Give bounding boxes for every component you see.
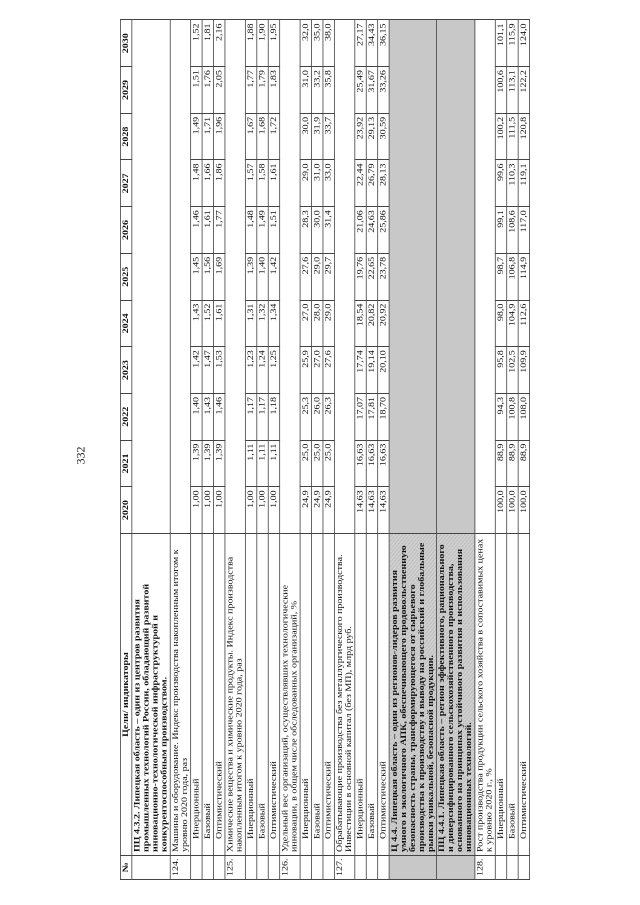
value-cell: 1,61	[268, 160, 279, 207]
table-row	[245, 20, 256, 880]
indicator-values-cell	[225, 20, 245, 534]
value-cell: 1,72	[268, 113, 279, 160]
value-cell: 99,6	[495, 160, 506, 207]
value-cell: 32,0	[300, 20, 311, 67]
header-no: №	[120, 856, 131, 880]
value-cell: 1,77	[245, 67, 256, 114]
scenario-label: Оптимистический	[518, 534, 529, 856]
scenario-label: Инерционный	[191, 534, 202, 856]
value-cell: 99,1	[495, 207, 506, 254]
value-cell: 27,0	[312, 347, 323, 394]
value-cell: 1,56	[202, 253, 213, 300]
indicator-number: 124.	[170, 856, 190, 880]
value-cell: 35,8	[323, 67, 334, 114]
value-cell: 30,59	[378, 113, 389, 160]
value-cell: 110,3	[507, 160, 518, 207]
value-cell: 18,54	[355, 300, 366, 347]
table-row	[312, 20, 323, 880]
section-row	[436, 20, 474, 880]
value-cell: 1,58	[257, 160, 268, 207]
value-cell: 1,00	[191, 487, 202, 534]
row-no-cell	[323, 856, 334, 880]
value-cell: 24,9	[323, 487, 334, 534]
scenario-label: Базовый	[366, 534, 377, 856]
value-cell: 20,82	[366, 300, 377, 347]
value-cell: 1,61	[214, 300, 225, 347]
value-cell: 100,8	[507, 393, 518, 440]
scenario-label: Инерционный	[355, 534, 366, 856]
value-cell: 1,57	[245, 160, 256, 207]
header-year: 2029	[120, 67, 131, 114]
value-cell: 1,39	[214, 440, 225, 487]
header-year: 2025	[120, 253, 131, 300]
table-row	[202, 20, 213, 880]
indicator-title: Машины и оборудование. Индекс производства накопленным итогом к уровню 2020 года, раз	[170, 534, 190, 856]
table-row	[366, 20, 377, 880]
value-cell: 1,48	[245, 207, 256, 254]
value-cell: 24,9	[312, 487, 323, 534]
section-values-cell	[389, 20, 436, 534]
value-cell: 25,0	[300, 440, 311, 487]
table-body	[132, 20, 530, 880]
value-cell: 27,17	[355, 20, 366, 67]
value-cell: 21,06	[355, 207, 366, 254]
value-cell: 104,9	[507, 300, 518, 347]
row-no-cell	[366, 856, 377, 880]
value-cell: 101,1	[495, 20, 506, 67]
value-cell: 1,47	[202, 347, 213, 394]
page-number: 332	[73, 446, 88, 465]
table-row	[257, 20, 268, 880]
value-cell: 33,2	[312, 67, 323, 114]
value-cell: 25,86	[378, 207, 389, 254]
value-cell: 1,39	[245, 253, 256, 300]
scenario-label: Оптимистический	[268, 534, 279, 856]
table-row	[214, 20, 225, 880]
value-cell: 27,0	[300, 300, 311, 347]
value-cell: 17,74	[355, 347, 366, 394]
value-cell: 1,53	[214, 347, 225, 394]
value-cell: 1,00	[245, 487, 256, 534]
value-cell: 122,2	[518, 67, 529, 114]
row-no-cell	[312, 856, 323, 880]
value-cell: 1,17	[245, 393, 256, 440]
value-cell: 1,46	[214, 393, 225, 440]
value-cell: 1,96	[214, 113, 225, 160]
row-no-cell	[495, 856, 506, 880]
value-cell: 1,32	[257, 300, 268, 347]
value-cell: 23,78	[378, 253, 389, 300]
row-no-cell	[518, 856, 529, 880]
value-cell: 100,0	[518, 487, 529, 534]
indicator-title-row	[334, 20, 354, 880]
value-cell: 1,49	[191, 113, 202, 160]
value-cell: 26,79	[366, 160, 377, 207]
value-cell: 19,76	[355, 253, 366, 300]
value-cell: 29,0	[300, 160, 311, 207]
indicator-number: 125.	[225, 856, 245, 880]
value-cell: 2,05	[214, 67, 225, 114]
value-cell: 19,14	[366, 347, 377, 394]
value-cell: 102,5	[507, 347, 518, 394]
value-cell: 25,3	[300, 393, 311, 440]
value-cell: 1,43	[191, 300, 202, 347]
value-cell: 38,0	[323, 20, 334, 67]
value-cell: 1,61	[202, 207, 213, 254]
value-cell: 120,8	[518, 113, 529, 160]
value-cell: 16,63	[378, 440, 389, 487]
value-cell: 22,65	[366, 253, 377, 300]
header-year: 2028	[120, 113, 131, 160]
value-cell: 14,63	[366, 487, 377, 534]
section-title: ПЦ 4.3.2. Липецкая область – один из центров развития промышленных технологий России, обладающий развитой инновационно-технологической инфраструктурой и конкурентоспособным производством.	[132, 534, 170, 856]
value-cell: 1,11	[268, 440, 279, 487]
header-year: 2027	[120, 160, 131, 207]
value-cell: 100,6	[495, 67, 506, 114]
value-cell: 114,9	[518, 253, 529, 300]
section-no-cell	[436, 856, 474, 880]
value-cell: 1,46	[191, 207, 202, 254]
value-cell: 28,13	[378, 160, 389, 207]
value-cell: 29,13	[366, 113, 377, 160]
value-cell: 94,3	[495, 393, 506, 440]
value-cell: 25,0	[312, 440, 323, 487]
value-cell: 1,81	[202, 20, 213, 67]
value-cell: 26,3	[323, 393, 334, 440]
indicator-number: 128.	[475, 856, 495, 880]
value-cell: 1,51	[268, 207, 279, 254]
table-row	[378, 20, 389, 880]
header-year: 2024	[120, 300, 131, 347]
value-cell: 20,10	[378, 347, 389, 394]
value-cell: 1,18	[268, 393, 279, 440]
value-cell: 109,9	[518, 347, 529, 394]
value-cell: 33,0	[323, 160, 334, 207]
value-cell: 31,9	[312, 113, 323, 160]
value-cell: 100,0	[495, 487, 506, 534]
value-cell: 17,81	[366, 393, 377, 440]
rotated-table-container	[120, 20, 529, 880]
row-no-cell	[355, 856, 366, 880]
value-cell: 113,1	[507, 67, 518, 114]
value-cell: 1,45	[191, 253, 202, 300]
indicator-title-row	[280, 20, 300, 880]
value-cell: 1,31	[245, 300, 256, 347]
value-cell: 1,66	[202, 160, 213, 207]
value-cell: 17,07	[355, 393, 366, 440]
indicator-title-row	[475, 20, 495, 880]
value-cell: 34,43	[366, 20, 377, 67]
value-cell: 1,52	[191, 20, 202, 67]
header-year: 2021	[120, 440, 131, 487]
value-cell: 24,63	[366, 207, 377, 254]
scenario-label: Оптимистический	[323, 534, 334, 856]
value-cell: 1,40	[257, 253, 268, 300]
row-no-cell	[507, 856, 518, 880]
value-cell: 124,0	[518, 20, 529, 67]
value-cell: 33,26	[378, 67, 389, 114]
value-cell: 1,71	[202, 113, 213, 160]
value-cell: 1,95	[268, 20, 279, 67]
section-values-cell	[132, 20, 170, 534]
indicator-title-row	[170, 20, 190, 880]
value-cell: 1,11	[257, 440, 268, 487]
table-row	[495, 20, 506, 880]
header-year: 2030	[120, 20, 131, 67]
value-cell: 33,7	[323, 113, 334, 160]
section-values-cell	[436, 20, 474, 534]
value-cell: 108,6	[507, 207, 518, 254]
table-row	[355, 20, 366, 880]
value-cell: 14,63	[378, 487, 389, 534]
value-cell: 1,49	[257, 207, 268, 254]
indicator-title: Химические вещества и химические продукты. Индекс производства накопленным итогом к уровню 2020 года, раз	[225, 534, 245, 856]
indicator-title-row	[225, 20, 245, 880]
header-year: 2023	[120, 347, 131, 394]
value-cell: 1,83	[268, 67, 279, 114]
table-row	[300, 20, 311, 880]
scenario-label: Оптимистический	[214, 534, 225, 856]
scenario-label: Базовый	[202, 534, 213, 856]
section-title: Ц 4.4. Липецкая область – один из регионов-лидеров развития умного и экологичного АПК, обеспечивающего продовольственную безопасность страны, трансформирующегося от сырьевого производства к производству и выводу на российский и глобальные рынки уникальной, безопасной продукции.	[389, 534, 436, 856]
scenario-label: Инерционный	[495, 534, 506, 856]
value-cell: 1,51	[191, 67, 202, 114]
value-cell: 119,1	[518, 160, 529, 207]
row-no-cell	[268, 856, 279, 880]
scenario-label: Базовый	[312, 534, 323, 856]
table-row	[507, 20, 518, 880]
scenario-label: Базовый	[507, 534, 518, 856]
value-cell: 98,7	[495, 253, 506, 300]
value-cell: 115,9	[507, 20, 518, 67]
value-cell: 27,6	[300, 253, 311, 300]
value-cell: 1,68	[257, 113, 268, 160]
header-year: 2022	[120, 393, 131, 440]
row-no-cell	[300, 856, 311, 880]
scenario-label: Базовый	[257, 534, 268, 856]
value-cell: 1,39	[191, 440, 202, 487]
value-cell: 14,63	[355, 487, 366, 534]
value-cell: 88,9	[507, 440, 518, 487]
row-no-cell	[214, 856, 225, 880]
row-no-cell	[191, 856, 202, 880]
section-row	[389, 20, 436, 880]
value-cell: 31,0	[300, 67, 311, 114]
value-cell: 1,90	[257, 20, 268, 67]
section-no-cell	[132, 856, 170, 880]
value-cell: 22,44	[355, 160, 366, 207]
row-no-cell	[378, 856, 389, 880]
value-cell: 1,69	[214, 253, 225, 300]
value-cell: 95,8	[495, 347, 506, 394]
value-cell: 1,79	[257, 67, 268, 114]
value-cell: 1,00	[202, 487, 213, 534]
value-cell: 27,6	[323, 347, 334, 394]
value-cell: 1,00	[257, 487, 268, 534]
value-cell: 100,0	[507, 487, 518, 534]
value-cell: 1,25	[268, 347, 279, 394]
value-cell: 100,2	[495, 113, 506, 160]
value-cell: 88,9	[518, 440, 529, 487]
value-cell: 29,7	[323, 253, 334, 300]
value-cell: 1,77	[214, 207, 225, 254]
value-cell: 25,9	[300, 347, 311, 394]
section-title: ПЦ 4.4.1. Липецкая область – регион эффективного, рационального и диверсифицированного сельскохозяйственного производства, основанного на принципах устойчивого развития и использования инновационных технологий.	[436, 534, 474, 856]
value-cell: 31,0	[312, 160, 323, 207]
table-row	[518, 20, 529, 880]
value-cell: 1,43	[202, 393, 213, 440]
value-cell: 36,15	[378, 20, 389, 67]
value-cell: 26,0	[312, 393, 323, 440]
indicator-values-cell	[475, 20, 495, 534]
value-cell: 1,40	[191, 393, 202, 440]
value-cell: 117,0	[518, 207, 529, 254]
indicator-number: 127.	[334, 856, 354, 880]
value-cell: 1,00	[268, 487, 279, 534]
row-no-cell	[257, 856, 268, 880]
value-cell: 1,42	[268, 253, 279, 300]
indicator-title: Удельный вес организаций, осуществлявших технологические инновации, в общем числе обследованных организаций, %	[280, 534, 300, 856]
section-row	[132, 20, 170, 880]
indicator-values-cell	[280, 20, 300, 534]
header-year: 2026	[120, 207, 131, 254]
value-cell: 112,6	[518, 300, 529, 347]
value-cell: 35,0	[312, 20, 323, 67]
header-name: Цели/ индикаторы	[120, 534, 131, 856]
value-cell: 30,0	[312, 207, 323, 254]
value-cell: 25,0	[323, 440, 334, 487]
indicator-title: Обрабатывающие производства без металлургического производства. Инвестиции в основной капитал (без МП), млрд руб.	[334, 534, 354, 856]
value-cell: 20,92	[378, 300, 389, 347]
value-cell: 1,42	[191, 347, 202, 394]
value-cell: 111,5	[507, 113, 518, 160]
value-cell: 1,24	[257, 347, 268, 394]
indicator-title: Рост производства продукции сельского хозяйства в сопоставимых ценах к уровню 2020 г., %	[475, 534, 495, 856]
indicator-number: 126.	[280, 856, 300, 880]
value-cell: 98,0	[495, 300, 506, 347]
table-row	[191, 20, 202, 880]
indicators-table	[120, 19, 530, 880]
value-cell: 30,0	[300, 113, 311, 160]
value-cell: 28,3	[300, 207, 311, 254]
value-cell: 1,00	[214, 487, 225, 534]
table-header-row	[120, 20, 131, 880]
value-cell: 31,4	[323, 207, 334, 254]
value-cell: 1,39	[202, 440, 213, 487]
scenario-label: Инерционный	[300, 534, 311, 856]
scenario-label: Оптимистический	[378, 534, 389, 856]
section-no-cell	[389, 856, 436, 880]
value-cell: 29,0	[312, 253, 323, 300]
value-cell: 1,48	[191, 160, 202, 207]
value-cell: 24,9	[300, 487, 311, 534]
value-cell: 108,0	[518, 393, 529, 440]
table-row	[323, 20, 334, 880]
value-cell: 31,67	[366, 67, 377, 114]
value-cell: 1,34	[268, 300, 279, 347]
value-cell: 1,88	[245, 20, 256, 67]
value-cell: 25,49	[355, 67, 366, 114]
value-cell: 1,76	[202, 67, 213, 114]
value-cell: 18,70	[378, 393, 389, 440]
value-cell: 1,52	[202, 300, 213, 347]
scenario-label: Инерционный	[245, 534, 256, 856]
value-cell: 1,11	[245, 440, 256, 487]
indicator-values-cell	[334, 20, 354, 534]
value-cell: 16,63	[366, 440, 377, 487]
value-cell: 88,9	[495, 440, 506, 487]
value-cell: 106,8	[507, 253, 518, 300]
value-cell: 1,23	[245, 347, 256, 394]
value-cell: 16,63	[355, 440, 366, 487]
row-no-cell	[245, 856, 256, 880]
indicator-values-cell	[170, 20, 190, 534]
value-cell: 28,0	[312, 300, 323, 347]
value-cell: 23,92	[355, 113, 366, 160]
value-cell: 1,86	[214, 160, 225, 207]
value-cell: 2,16	[214, 20, 225, 67]
value-cell: 1,17	[257, 393, 268, 440]
value-cell: 29,0	[323, 300, 334, 347]
row-no-cell	[202, 856, 213, 880]
header-year: 2020	[120, 487, 131, 534]
table-row	[268, 20, 279, 880]
value-cell: 1,67	[245, 113, 256, 160]
